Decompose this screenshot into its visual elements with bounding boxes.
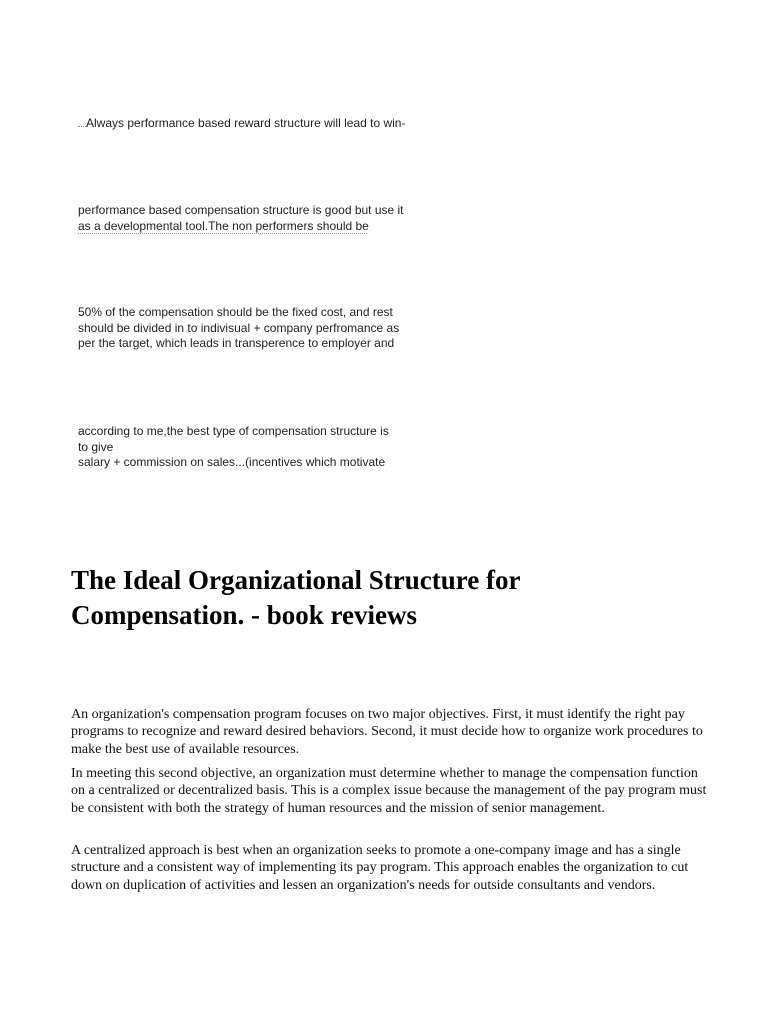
- article-title-line: The Ideal Organizational Structure for: [71, 565, 521, 595]
- snippet-line: salary + commission on sales...(incentives which motivate: [78, 455, 386, 469]
- snippet-line: as a developmental tool.The non performers should be: [78, 218, 369, 233]
- snippet-developmental-tool: [78, 203, 448, 234]
- snippet-fixed-cost: [78, 305, 448, 352]
- article-paragraph: A centralized approach is best when an organization seeks to promote a one-company image and has a single structure and a consistent way of implementing its pay program. This approach enables the organization to cut down on duplication of activities and lessen an organization's needs for outside consultants and vendors.: [71, 843, 689, 893]
- snippet-line-text: Always performance based reward structure will lead to win-: [86, 116, 406, 130]
- snippet-line: [78, 116, 448, 132]
- snippet-line: to give: [78, 439, 114, 454]
- snippet-line: according to me,the best type of compensation structure is: [78, 424, 389, 438]
- dotted-marker: [78, 116, 86, 127]
- article-title: [71, 563, 711, 633]
- snippet-line: 50% of the compensation should be the fixed cost, and rest: [78, 305, 393, 319]
- article-paragraph: In meeting this second objective, an organization must determine whether to manage the compensation function on a centralized or decentralized basis. This is a complex issue because the management of the pay program must be consistent with both the strategy of human resources and the mission of senior management.: [71, 766, 707, 816]
- snippet-line: per the target, which leads in transperence to employer and: [78, 336, 395, 350]
- snippet-line: should be divided in to indivisual + company perfromance as: [78, 320, 400, 335]
- snippet-line: performance based compensation structure is good but use it: [78, 203, 404, 217]
- article-title-line: Compensation. - book reviews: [71, 600, 418, 630]
- snippet-salary-commission: [78, 424, 448, 471]
- snippet-performance-reward: [78, 116, 448, 132]
- article-paragraph: An organization's compensation program focuses on two major objectives. First, it must identify the right pay programs to recognize and reward desired behaviors. Second, it must decide how to organize work procedures to make the best use of available resources.: [71, 707, 703, 757]
